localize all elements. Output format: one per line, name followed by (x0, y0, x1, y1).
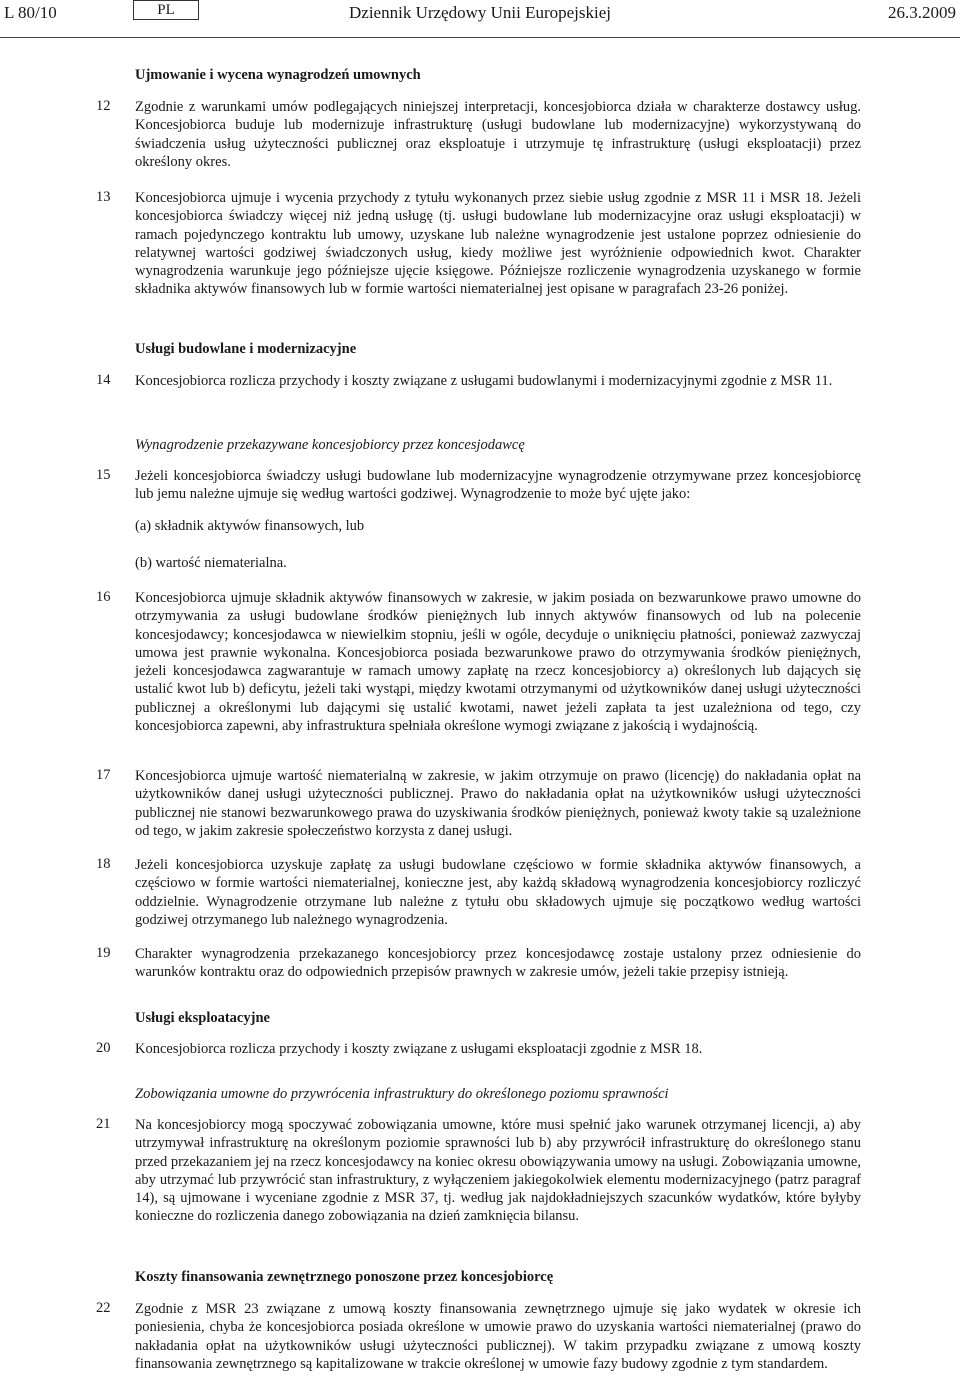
journal-header (0, 0, 960, 40)
paragraph-number: 21 (96, 1116, 111, 1132)
list-item-label: (a) (135, 518, 152, 534)
publication-date: 26.3.2009 (888, 3, 956, 22)
journal-title: Dziennik Urzędowy Unii Europejskiej (349, 3, 612, 22)
section-heading: Zobowiązania umowne do przywrócenia infrastruktury do określonego poziomu sprawności (135, 1086, 669, 1102)
paragraph-text: Koncesjobiorca ujmuje i wycenia przychody z tytułu wykonanych przez siebie usług zgodnie z MSR 11 i MSR 18. Jeżeli koncesjobiorca świadczy więcej niż jedną usługę (tj. usługi budowlane lub modernizacyjne oraz usługi eksploatacji) w ramach pojedynczego kontraktu lub umowy, uzyskane lub należne wynagrodzenie jest ustalone poprzez odniesienie do relatywnej wartości godziwej świadczonych usług, kiedy możliwe jest wyróżnienie odpowiednich kwot. Charakter wynagrodzenia warunkuje jego późniejsze ujęcie księgowe. Późniejsze rozliczenie wynagrodzenia uzyskanego w formie składnika aktywów finansowych lub w formie wartości niematerialnej jest opisane w paragrafach 23-26 poniżej. (135, 190, 861, 298)
paragraph-text: Zgodnie z MSR 23 związane z umową koszty finansowania zewnętrznego ujmuje się jako wydatek w okresie ich poniesienia, chyba że koncesjobiorca posiada określone w umowie prawo do uzyskania wartości niematerialnej (prawo do nakładania opłat na użytkowników usługi użyteczności publicznej). W takim przypadku związane z umową koszty finansowania zewnętrznego są kapitalizowane w trakcie określonej w umowie fazy budowy zgodnie z tym standardem. (135, 1301, 861, 1372)
list-item-label: (b) (135, 555, 152, 571)
language-badge: PL (133, 0, 199, 20)
section-heading: Wynagrodzenie przekazywane koncesjobiorcy przez koncesjodawcę (135, 437, 525, 453)
section-heading: Koszty finansowania zewnętrznego ponoszone przez koncesjobiorcę (135, 1269, 554, 1285)
paragraph-number: 12 (96, 98, 111, 114)
section-heading: Usługi budowlane i modernizacyjne (135, 341, 357, 357)
paragraph-text: Na koncesjobiorcy mogą spoczywać zobowiązania umowne, które musi spełnić jako warunek otrzymanej licencji, a) aby utrzymywał infrastrukturę na określonym poziomie sprawności lub b) aby przywrócił infrastrukturę do określonego stanu przed przekazaniem jej na rzecz koncesjodawcy na koniec okresu obowiązywania umowy na usługi. Zobowiązania umowne, aby utrzymać lub przywrócić stan infrastruktury, z wyłączeniem jakiegokolwiek elementu modernizacyjnego (patrz paragraf 14), są ujmowane i wyceniane zgodnie z MSR 37, tj. według jak najdokładniejszych szacunków wydatków, które byłyby konieczne do rozliczenia danego zobowiązania na dzień zamknięcia bilansu. (135, 1117, 861, 1225)
paragraph-number: 16 (96, 589, 111, 605)
paragraph-number: 15 (96, 467, 111, 483)
list-item-text: wartość niematerialna. (155, 555, 287, 571)
paragraph-text: Koncesjobiorca rozlicza przychody i koszty związane z usługami budowlanymi i modernizacyjnymi zgodnie z MSR 11. (135, 373, 833, 389)
paragraph-number: 17 (96, 767, 111, 783)
paragraph-text: Jeżeli koncesjobiorca świadczy usługi budowlane lub modernizacyjne wynagrodzenie otrzymywane przez koncesjobiorcę lub jemu należne ujmuje się według wartości godziwej. Wynagrodzenie to może być ujęte jako: (135, 468, 861, 503)
paragraph-number: 13 (96, 189, 111, 205)
paragraph-text: Charakter wynagrodzenia przekazanego koncesjobiorcy przez koncesjodawcę zostaje ustalony przez odniesienie do warunków kontraktu oraz do odpowiednich przepisów prawnych w zakresie umów, jeżeli takie przepisy istnieją. (135, 946, 861, 981)
paragraph-number: 14 (96, 372, 111, 388)
paragraph-text: Zgodnie z warunkami umów podlegających niniejszej interpretacji, koncesjobiorca działa w charakterze dostawcy usług. Koncesjobiorca buduje lub modernizuje infrastrukturę (usługi budowlane lub modernizacyjne) wykorzystywaną do świadczenia usług użyteczności publicznej oraz eksploatuje i utrzymuje tę infrastrukturę (usługi eksploatacji) przez określony okres. (135, 99, 861, 170)
paragraph-number: 19 (96, 945, 111, 961)
paragraph-number: 22 (96, 1300, 111, 1316)
section-heading: Ujmowanie i wycena wynagrodzeń umownych (135, 67, 421, 83)
header-divider (0, 37, 960, 38)
list-item (135, 518, 364, 535)
list-item-text: składnik aktywów finansowych, lub (154, 518, 365, 534)
paragraph-number: 18 (96, 856, 111, 872)
paragraph-text: Koncesjobiorca rozlicza przychody i koszty związane z usługami eksploatacji zgodnie z MSR 18. (135, 1041, 703, 1057)
paragraph-text: Koncesjobiorca ujmuje wartość niematerialną w zakresie, w jakim otrzymuje on prawo (licencję) do nakładania opłat na użytkowników danej usługi użyteczności publicznej. Prawo do nakładania opłat na użytkowników usługi użyteczności publicznej nie stanowi bezwarunkowego prawa do uzyskiwania środków pieniężnych, ponieważ kwoty takie są uzależnione od tego, w jakim zakresie społeczeństwo korzysta z danej usługi. (135, 768, 861, 839)
list-item (135, 555, 287, 572)
paragraph-text: Jeżeli koncesjobiorca uzyskuje zapłatę za usługi budowlane częściowo w formie składnika aktywów finansowych, a częściowo w formie wartości niematerialnej, konieczne jest, aby każdą składową wynagrodzenia koncesjobiorcy rozliczyć oddzielnie. Wynagrodzenie otrzymane lub należne z tytułu obu składowych ujmuje się początkowo według wartości godziwej otrzymanego lub należnego wynagrodzenia. (135, 857, 861, 928)
page-reference: L 80/10 (4, 3, 57, 22)
paragraph-number: 20 (96, 1040, 111, 1056)
paragraph-text: Koncesjobiorca ujmuje składnik aktywów finansowych w zakresie, w jakim posiada on bezwarunkowe prawo umowne do otrzymywania za usługi budowlane środków pieniężnych lub innych aktywów finansowych od lub na polecenie koncesjodawcy; koncesjodawca w niewielkim stopniu, jeśli w ogóle, decyduje o uniknięciu płatności, ponieważ zazwyczaj umowa jest prawnie wykonalna. Koncesjobiorca posiada bezwarunkowe prawo do otrzymywania środków pieniężnych, jeżeli koncesjodawca zagwarantuje w ramach umowy zapłatę na rzecz koncesjobiorcy a) określonych lub dających się ustalić kwot lub b) deficytu, jeżeli taki wystąpi, między kwotami otrzymanymi od użytkowników danej usługi użyteczności publicznej a określonymi lub dającymi się ustalić kwotami, nawet jeżeli zapłata ta jest uzależniona od tego, czy koncesjobiorca zapewni, aby infrastruktura spełniała określone wymogi związane z jakością i wydajnością. (135, 590, 861, 735)
section-heading: Usługi eksploatacyjne (135, 1010, 270, 1026)
